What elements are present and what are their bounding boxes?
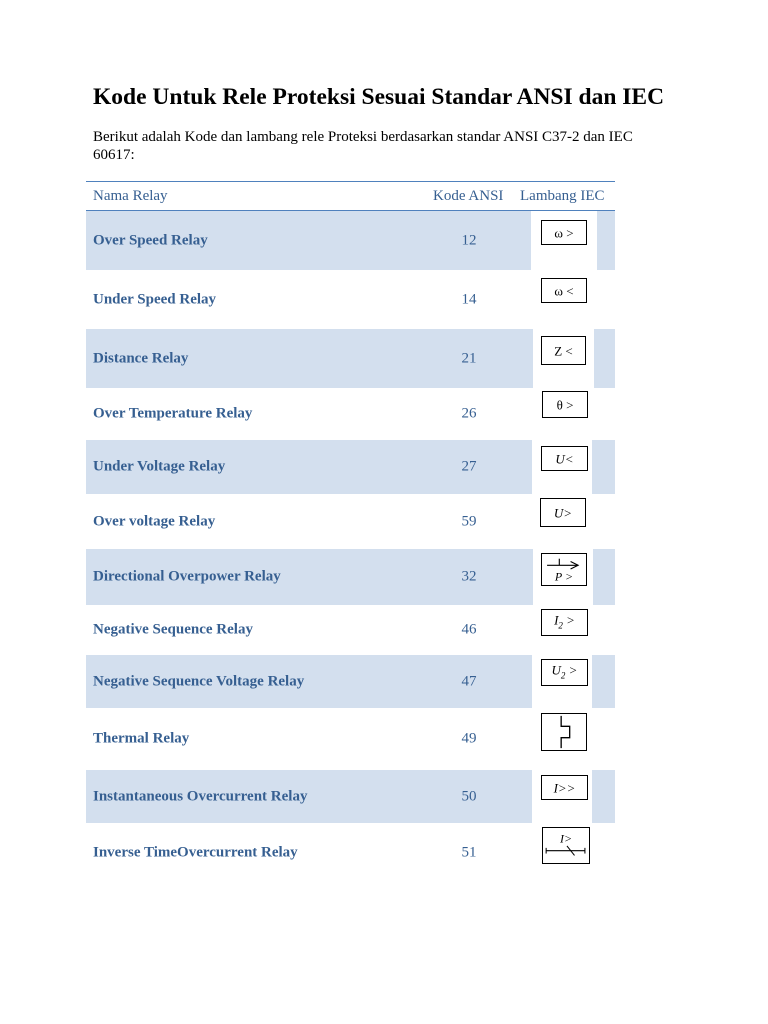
relay-name: Distance Relay — [93, 350, 189, 366]
directional-overpower-symbol-icon: P > — [541, 553, 587, 586]
table-row: Directional Overpower Relay 32 P > — [86, 549, 615, 605]
intro-paragraph: Berikut adalah Kode dan lambang rele Proteksi berdasarkan standar ANSI C37-2 dan IEC 60617: — [93, 129, 633, 163]
over-speed-symbol-icon: ω > — [541, 220, 587, 245]
distance-symbol-icon: Z < — [541, 336, 586, 365]
page-title: Kode Untuk Rele Proteksi Sesuai Standar ANSI dan IEC — [93, 84, 665, 110]
relay-name: Inverse TimeOvercurrent Relay — [93, 844, 298, 861]
header-name: Nama Relay — [93, 188, 168, 204]
thermal-element-icon — [542, 714, 586, 750]
table-row: Negative Sequence Relay 46 $I_2$ > — [86, 605, 615, 655]
negative-sequence-voltage-symbol-icon: $U_2$ > — [541, 659, 588, 686]
negative-sequence-symbol-icon: $I_2$ > — [541, 609, 588, 636]
relay-name: Directional Overpower Relay — [93, 568, 281, 585]
relay-name: Over Speed Relay — [93, 232, 208, 248]
instantaneous-overcurrent-symbol-icon: I>> — [541, 775, 588, 800]
table-row: Thermal Relay 49 — [86, 708, 615, 770]
relay-name: Under Voltage Relay — [93, 458, 226, 475]
relay-name: Over Temperature Relay — [93, 405, 253, 422]
over-voltage-symbol-icon: U> — [540, 498, 586, 527]
table-row: Inverse TimeOvercurrent Relay 51 I> — [86, 823, 615, 883]
relay-name: Over voltage Relay — [93, 513, 216, 529]
under-speed-symbol-icon: ω < — [541, 278, 587, 303]
inverse-time-curve-icon — [543, 828, 589, 863]
thermal-symbol-icon — [541, 713, 587, 751]
table-row: Instantaneous Overcurrent Relay 50 I>> — [86, 770, 615, 823]
header-code: Kode ANSI — [433, 188, 504, 204]
table-row: Negative Sequence Voltage Relay 47 $U_2$ > — [86, 655, 615, 708]
table-row: Over Speed Relay 12 ω > — [86, 211, 615, 270]
table-row: Under Speed Relay 14 ω < — [86, 270, 615, 329]
table-row: Under Voltage Relay 27 U< — [86, 440, 615, 494]
table-row: Over Temperature Relay 26 θ > — [86, 388, 615, 440]
relay-name: Thermal Relay — [93, 730, 190, 747]
relay-name: Under Speed Relay — [93, 291, 217, 307]
table-row: Over voltage Relay 59 U> — [86, 494, 615, 549]
inverse-time-overcurrent-symbol-icon: I> — [542, 827, 590, 864]
header-symbol: Lambang IEC — [520, 188, 605, 204]
over-temperature-symbol-icon: θ > — [542, 391, 588, 418]
under-voltage-symbol-icon: U< — [541, 446, 588, 471]
relay-name: Negative Sequence Voltage Relay — [93, 673, 305, 689]
table-header — [86, 181, 615, 211]
relay-name: Negative Sequence Relay — [93, 621, 253, 638]
relay-table — [86, 181, 615, 883]
table-row: Distance Relay 21 Z < — [86, 329, 615, 388]
relay-name: Instantaneous Overcurrent Relay — [93, 788, 308, 804]
